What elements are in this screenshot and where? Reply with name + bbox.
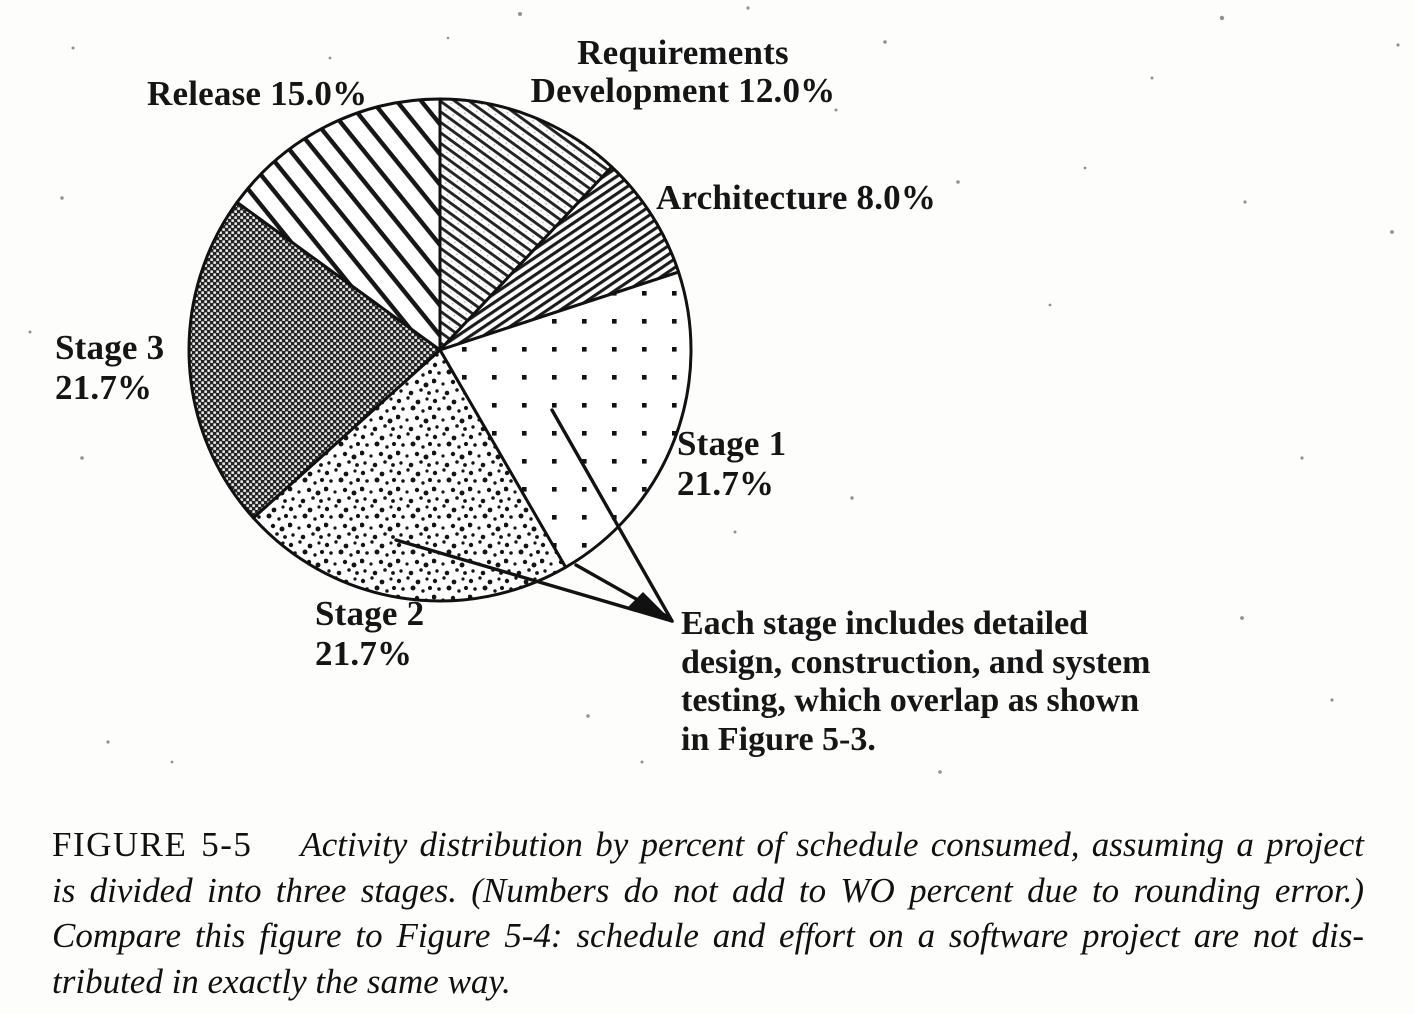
label-requirements-development <box>525 34 841 110</box>
caption-line-2: is divided into three stages. (Numbers do not add to WO percent due to rounding error.) <box>52 870 1364 910</box>
label-requirements-line1: Requirements <box>577 33 789 72</box>
caption-line-4: tributed in exactly the same way. <box>52 961 511 1001</box>
label-release: Release 15.0% <box>147 74 368 113</box>
caption-text-1: Activity distribution by percent of schedule consumed, assuming a project <box>300 825 1364 864</box>
label-requirements-line2: Development 12.0% <box>530 71 836 110</box>
label-stage2-name: Stage 2 <box>315 594 425 633</box>
label-stage2 <box>315 594 424 674</box>
annotation-line: Each stage includes detailed <box>681 605 1089 642</box>
label-stage3 <box>55 328 164 408</box>
label-stage2-value: 21.7% <box>315 634 413 673</box>
annotation-line: testing, which overlap as shown <box>681 682 1140 719</box>
caption-line-3: Compare this figure to Figure 5-4: schedule and effort on a software project are not dis- <box>52 916 1364 955</box>
annotation-line: design, construction, and system <box>681 643 1151 681</box>
caption-line-1 <box>52 822 1364 868</box>
label-stage1 <box>677 424 786 504</box>
label-stage3-name: Stage 3 <box>55 328 165 367</box>
annotation-line: in Figure 5-3. <box>681 720 876 758</box>
label-stage3-value: 21.7% <box>55 368 153 407</box>
label-stage1-name: Stage 1 <box>677 424 787 463</box>
label-stage1-value: 21.7% <box>677 464 775 503</box>
stage-overlap-annotation <box>681 605 1150 759</box>
figure-caption <box>52 822 1364 1004</box>
label-architecture: Architecture 8.0% <box>656 178 937 217</box>
figure-number: FIGURE 5-5 <box>52 825 253 864</box>
pie <box>189 99 691 601</box>
